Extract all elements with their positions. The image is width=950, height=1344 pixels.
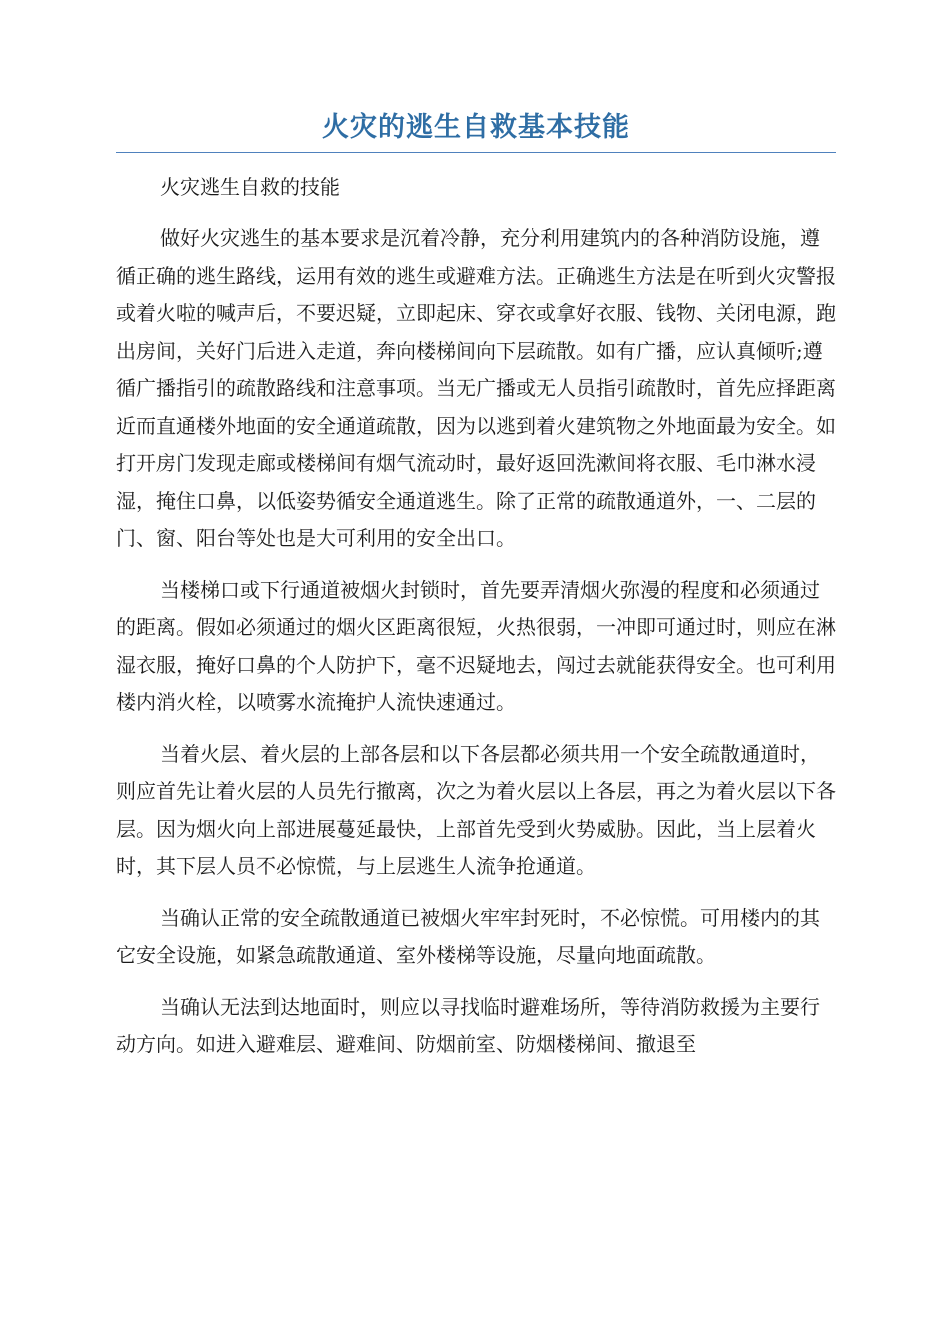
section-heading: 火灾逃生自救的技能 <box>160 175 340 199</box>
paragraph-4: 当确认正常的安全疏散通道已被烟火牢牢封死时，不必惊慌。可用楼内的其它安全设施，如紧急疏散通道、室外楼梯等设施，尽量向地面疏散。 <box>116 905 820 967</box>
paragraph-5: 当确认无法到达地面时，则应以寻找临时避难场所，等待消防救援为主要行动方向。如进入避难层、避难间、防烟前室、防烟楼梯间、撤退至 <box>116 994 820 1056</box>
title-underline <box>116 152 836 153</box>
paragraph-3: 当着火层、着火层的上部各层和以下各层都必须共用一个安全疏散通道时，则应首先让着火层的人员先行撤离，次之为着火层以上各层，再之为着火层以下各层。因为烟火向上部进展蔓延最快，上部首先受到火势威胁。因此，当上层着火时，其下层人员不必惊慌，与上层逃生人流争抢通道。 <box>116 741 836 878</box>
paragraph-1: 做好火灾逃生的基本要求是沉着冷静，充分利用建筑内的各种消防设施，遵循正确的逃生路线，运用有效的逃生或避难方法。正确逃生方法是在听到火灾警报或着火啦的喊声后，不要迟疑，立即起床、穿衣或拿好衣服、钱物、关闭电源，跑出房间，关好门后进入走道，奔向楼梯间向下层疏散。如有广播，应认真倾听;遵循广播指引的疏散路线和注意事项。当无广播或无人员指引疏散时，首先应择距离近而直通楼外地面的安全通道疏散，因为以逃到着火建筑物之外地面最为安全。如打开房门发现走廊或楼梯间有烟气流动时，最好返回洗漱间将衣服、毛巾淋水浸湿，掩住口鼻，以低姿势循安全通道逃生。除了正常的疏散通道外，一、二层的门、窗、阳台等处也是大可利用的安全出口。 <box>116 226 836 550</box>
document-title: 火灾的逃生自救基本技能 <box>322 112 630 143</box>
document-page <box>116 108 836 1078</box>
paragraph-2: 当楼梯口或下行通道被烟火封锁时，首先要弄清烟火弥漫的程度和必须通过的距离。假如必须通过的烟火区距离很短，火热很弱，一冲即可通过时，则应在淋湿衣服，掩好口鼻的个人防护下，毫不迟疑地去，闯过去就能获得安全。也可利用楼内消火栓，以喷雾水流掩护人流快速通过。 <box>116 577 836 714</box>
